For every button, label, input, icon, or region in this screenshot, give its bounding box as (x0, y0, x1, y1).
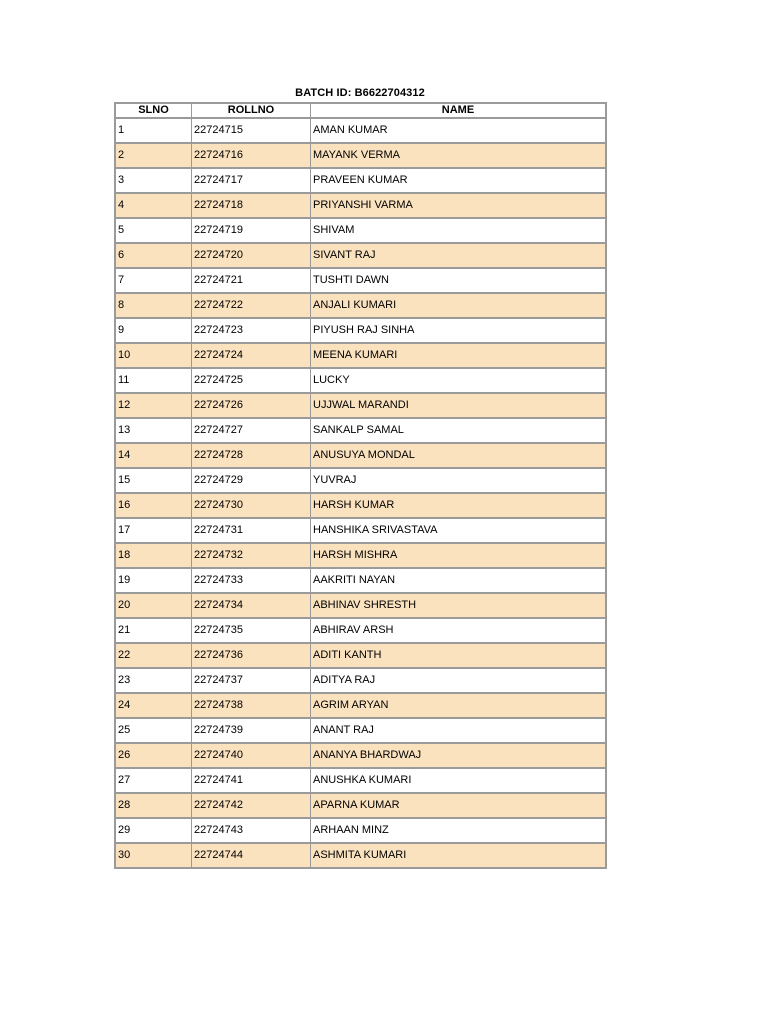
table-body (116, 119, 605, 867)
cell-rollno: 22724740 (192, 744, 311, 769)
table-row (116, 444, 605, 469)
header-rollno: ROLLNO (192, 104, 311, 119)
cell-rollno: 22724715 (192, 119, 311, 144)
cell-slno: 17 (116, 519, 192, 544)
table-row (116, 469, 605, 494)
cell-rollno: 22724732 (192, 544, 311, 569)
cell-slno: 13 (116, 419, 192, 444)
cell-name: ANUSUYA MONDAL (311, 444, 605, 469)
cell-name: UJJWAL MARANDI (311, 394, 605, 419)
cell-name: ANUSHKA KUMARI (311, 769, 605, 794)
cell-slno: 11 (116, 369, 192, 394)
cell-name: SANKALP SAMAL (311, 419, 605, 444)
cell-name: ABHIRAV ARSH (311, 619, 605, 644)
cell-name: ANANYA BHARDWAJ (311, 744, 605, 769)
cell-name: ADITYA RAJ (311, 669, 605, 694)
table-row (116, 294, 605, 319)
table-row (116, 719, 605, 744)
header-name: NAME (311, 104, 605, 119)
cell-name: AGRIM ARYAN (311, 694, 605, 719)
cell-slno: 20 (116, 594, 192, 619)
table-row (116, 394, 605, 419)
table-row (116, 494, 605, 519)
cell-name: SHIVAM (311, 219, 605, 244)
table-row (116, 644, 605, 669)
cell-name: MAYANK VERMA (311, 144, 605, 169)
cell-slno: 26 (116, 744, 192, 769)
cell-slno: 10 (116, 344, 192, 369)
cell-slno: 7 (116, 269, 192, 294)
cell-name: MEENA KUMARI (311, 344, 605, 369)
cell-slno: 2 (116, 144, 192, 169)
cell-rollno: 22724718 (192, 194, 311, 219)
table-row (116, 419, 605, 444)
cell-rollno: 22724717 (192, 169, 311, 194)
cell-slno: 30 (116, 844, 192, 867)
cell-rollno: 22724728 (192, 444, 311, 469)
cell-slno: 12 (116, 394, 192, 419)
cell-slno: 21 (116, 619, 192, 644)
cell-rollno: 22724735 (192, 619, 311, 644)
cell-rollno: 22724730 (192, 494, 311, 519)
cell-name: LUCKY (311, 369, 605, 394)
cell-name: ANANT RAJ (311, 719, 605, 744)
student-roll-table (114, 102, 607, 869)
cell-name: ABHINAV SHRESTH (311, 594, 605, 619)
cell-rollno: 22724721 (192, 269, 311, 294)
cell-slno: 9 (116, 319, 192, 344)
cell-name: APARNA KUMAR (311, 794, 605, 819)
cell-slno: 8 (116, 294, 192, 319)
cell-name: ASHMITA KUMARI (311, 844, 605, 867)
cell-rollno: 22724731 (192, 519, 311, 544)
cell-slno: 23 (116, 669, 192, 694)
table-row (116, 794, 605, 819)
cell-rollno: 22724723 (192, 319, 311, 344)
table-row (116, 519, 605, 544)
table-row (116, 594, 605, 619)
cell-rollno: 22724729 (192, 469, 311, 494)
cell-rollno: 22724716 (192, 144, 311, 169)
cell-name: PIYUSH RAJ SINHA (311, 319, 605, 344)
cell-name: HARSH KUMAR (311, 494, 605, 519)
table-row (116, 144, 605, 169)
table-row (116, 119, 605, 144)
cell-name: HANSHIKA SRIVASTAVA (311, 519, 605, 544)
cell-rollno: 22724739 (192, 719, 311, 744)
table-row (116, 619, 605, 644)
table-row (116, 269, 605, 294)
cell-rollno: 22724736 (192, 644, 311, 669)
cell-slno: 19 (116, 569, 192, 594)
cell-name: AMAN KUMAR (311, 119, 605, 144)
cell-slno: 29 (116, 819, 192, 844)
cell-slno: 22 (116, 644, 192, 669)
cell-rollno: 22724725 (192, 369, 311, 394)
table-row (116, 169, 605, 194)
cell-rollno: 22724742 (192, 794, 311, 819)
cell-rollno: 22724744 (192, 844, 311, 867)
cell-slno: 27 (116, 769, 192, 794)
cell-slno: 6 (116, 244, 192, 269)
cell-slno: 24 (116, 694, 192, 719)
table-row (116, 369, 605, 394)
cell-name: ADITI KANTH (311, 644, 605, 669)
cell-name: ANJALI KUMARI (311, 294, 605, 319)
cell-name: PRIYANSHI VARMA (311, 194, 605, 219)
table-row (116, 219, 605, 244)
table-row (116, 344, 605, 369)
table-row (116, 669, 605, 694)
cell-rollno: 22724719 (192, 219, 311, 244)
cell-name: YUVRAJ (311, 469, 605, 494)
table-row (116, 819, 605, 844)
table-row (116, 844, 605, 867)
table-row (116, 194, 605, 219)
cell-name: SIVANT RAJ (311, 244, 605, 269)
cell-rollno: 22724737 (192, 669, 311, 694)
table-row (116, 569, 605, 594)
cell-name: TUSHTI DAWN (311, 269, 605, 294)
table-row (116, 244, 605, 269)
cell-slno: 16 (116, 494, 192, 519)
cell-name: HARSH MISHRA (311, 544, 605, 569)
cell-name: ARHAAN MINZ (311, 819, 605, 844)
cell-slno: 1 (116, 119, 192, 144)
cell-slno: 18 (116, 544, 192, 569)
cell-slno: 25 (116, 719, 192, 744)
table-row (116, 744, 605, 769)
table-row (116, 544, 605, 569)
cell-slno: 4 (116, 194, 192, 219)
cell-rollno: 22724741 (192, 769, 311, 794)
table-row (116, 319, 605, 344)
cell-rollno: 22724738 (192, 694, 311, 719)
cell-rollno: 22724724 (192, 344, 311, 369)
cell-slno: 28 (116, 794, 192, 819)
cell-name: AAKRITI NAYAN (311, 569, 605, 594)
cell-rollno: 22724720 (192, 244, 311, 269)
cell-rollno: 22724734 (192, 594, 311, 619)
table-row (116, 694, 605, 719)
cell-rollno: 22724727 (192, 419, 311, 444)
cell-rollno: 22724733 (192, 569, 311, 594)
cell-name: PRAVEEN KUMAR (311, 169, 605, 194)
cell-slno: 14 (116, 444, 192, 469)
table-header-row (116, 104, 605, 119)
batch-id-title: BATCH ID: B6622704312 (295, 87, 425, 99)
cell-slno: 5 (116, 219, 192, 244)
cell-slno: 3 (116, 169, 192, 194)
header-slno: SLNO (116, 104, 192, 119)
cell-rollno: 22724726 (192, 394, 311, 419)
cell-rollno: 22724722 (192, 294, 311, 319)
cell-slno: 15 (116, 469, 192, 494)
cell-rollno: 22724743 (192, 819, 311, 844)
table-row (116, 769, 605, 794)
